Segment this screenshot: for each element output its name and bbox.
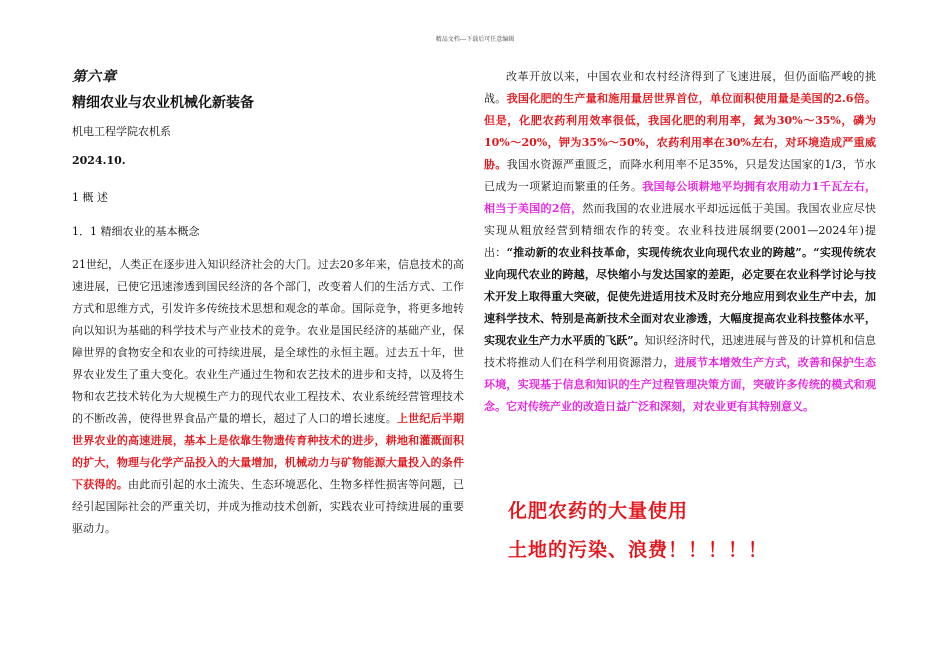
section-heading: 1 概 述 — [72, 191, 108, 204]
left-column — [72, 66, 464, 540]
water-text: 我国水资源严重匮乏，而降水利用率不足35%，只是发达国家的1/3，节水已成为一项紧迫而繁重的任务。 — [484, 158, 877, 193]
callout-fertilizer: 化肥农药的大量使用 — [508, 500, 689, 522]
chapter-heading: 第六章 — [72, 69, 117, 85]
challenge-paragraph — [484, 66, 876, 418]
power-highlight: 我国每公顷耕地平均拥有农用动力1千瓦左右，相当于美国的2倍， — [484, 180, 877, 215]
challenge-text: 改革开放以来，中国农业和农村经济得到了飞速进展，但仍面临严峻的挑战。 — [484, 70, 876, 105]
subsection-heading: 1．1 精细农业的基本概念 — [72, 225, 200, 238]
fertilizer-highlight: 我国化肥的生产量和施用量居世界首位，单位面积使用量是美国的2.6倍。但是，化肥农药利用效率很低，我国化肥的利用率，氮为30%～35%，磷为10%～20%，钾为35%～50%，农药利用率在30%左右，对环境造成严重威胁。 — [484, 92, 877, 171]
intro-text-continued: 由此而引起的水土流失、生态环境恶化、生物多样性损害等问题，已经引起国际社会的严重关切，并成为推动技术创新，实践农业可持续进展的重要驱动力。 — [72, 478, 464, 535]
intro-paragraph — [72, 254, 464, 540]
policy-quote: “推动新的农业科技革命，实现传统农业向现代农业的跨越”。“实现传统农业向现代农业的跨越，尽快缩小与发达国家的差距，必定要在农业科学讨论与技术开发上取得重大突破，促使先进适用技术及时充分地应用到农业生产中去，加速科学技术、特别是高新技术全面对农业渗透，大幅度提高农业科技整体水平，实现农业生产力水平质的飞跃”。 — [484, 246, 877, 347]
right-column — [484, 66, 876, 418]
date: 2024.10. — [72, 154, 126, 167]
intro-text: 21世纪，人类正在逐步进入知识经济社会的大门。过去20多年来，信息技术的高速进展，已使它迅速渗透到国民经济的各个部门，改变着人们的生活方式、工作方式和思维方式，引发许多传统技术思想和观念的革命。国际竞争，将更多地转向以知识为基础的科学技术与产业技术的竞争。农业是国民经济的基础产业，保障世界的食物安全和农业的可持续进展，是全球性的永恒主题。过去五十年，世界农业发生了重大变化。农业生产通过生物和农艺技术的进步和支持，以及将生物和农艺技术转化为大规模生产力的现代农业工程技术、农业系统经营管理技术的不断改善，使得世界食品产量的增长，超过了人口的增长速度。 — [72, 258, 464, 425]
innovation-highlight: 进展节本增效生产方式，改善和保护生态环境，实现基于信息和知识的生产过程管理决策方面，突破许多传统的模式和观念。它对传统产业的改造日益广泛和深刻，对农业更有其特别意义。 — [484, 356, 876, 413]
document-title: 精细农业与农业机械化新装备 — [72, 95, 254, 111]
header-note: 精品文档---下载后可任意编辑 — [435, 36, 515, 43]
department: 机电工程学院农机系 — [72, 125, 171, 138]
highlight-red-text: 上世纪后半期世界农业的高速进展，基本上是依靠生物遗传育种技术的进步，耕地和灌溉面积的扩大，物理与化学产品投入的大量增加，机械动力与矿物能源大量投入的条件下获得的。 — [72, 412, 464, 491]
gap-text: 然而我国的农业进展水平却远远低于美国。我国农业应尽快实现从粗放经营到精细农作的转变。农业科技进展纲要(2001—2024年)提出： — [484, 202, 877, 259]
callout-pollution: 土地的污染、浪费！！！！！ — [508, 539, 769, 561]
knowledge-text: 知识经济时代，迅速进展与普及的计算机和信息技术将推动人们在科学利用资源潜力， — [484, 334, 877, 369]
